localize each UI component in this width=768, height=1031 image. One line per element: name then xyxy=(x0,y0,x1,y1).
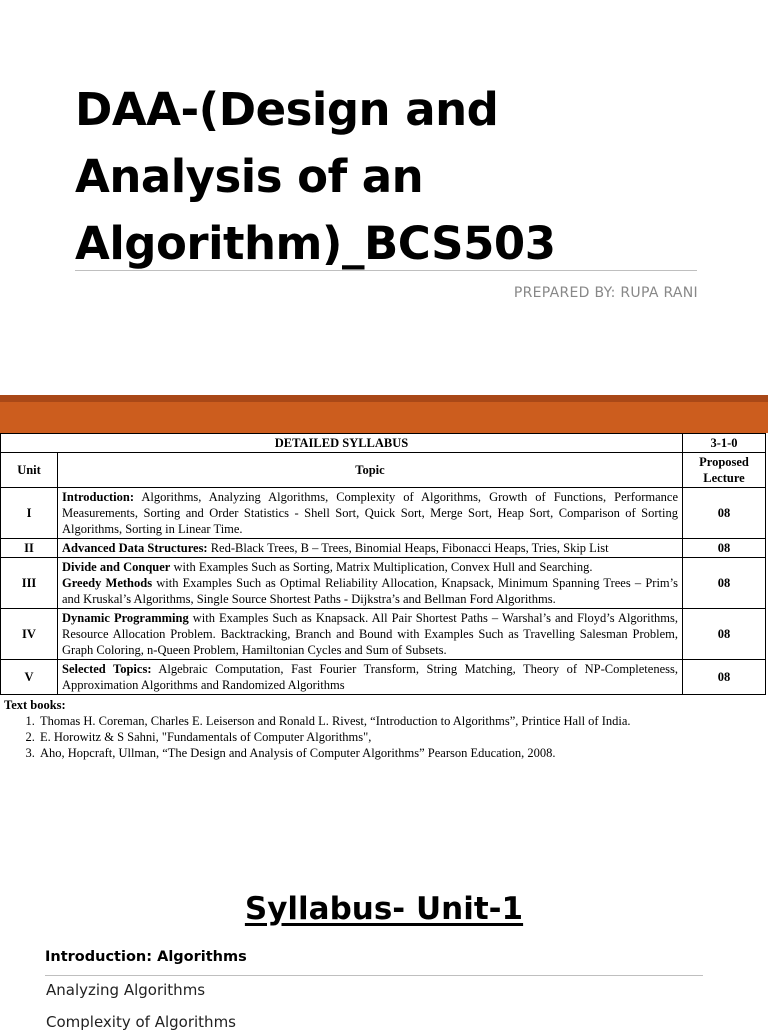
col-lecture xyxy=(683,453,766,488)
list-item-label: Complexity of Algorithms xyxy=(46,1013,236,1031)
slide-title-line: Analysis of an xyxy=(75,150,424,203)
topic-heading: Greedy Methods xyxy=(62,576,153,590)
list-item xyxy=(42,981,205,999)
syllabus-table xyxy=(0,433,766,695)
unit-number: I xyxy=(1,488,58,539)
unit-topic xyxy=(58,660,683,695)
topic-heading: Selected Topics: xyxy=(62,662,152,676)
lecture-count: 08 xyxy=(683,660,766,695)
topic-text: Algorithms, Analyzing Algorithms, Complexity of Algorithms, Growth of Functions, Performance Measurements, Sorting and Order Statistics - Shell Sort, Quick Sort, Merge Sort, Heap Sort, Comparison of Sorting Algorithms, Sorting in Linear Time. xyxy=(62,490,678,536)
list-item: 3. Aho, Hopcraft, Ullman, “The Design and Analysis of Computer Algorithms” Pearson Education, 2008. xyxy=(38,745,764,761)
col-lecture-line: Lecture xyxy=(703,471,745,485)
topic-text: with Examples Such as Optimal Reliability Allocation, Knapsack, Minimum Spanning Trees – Prim’s and Kruskal’s Algorithms, Single Source Shortest Paths - Dijkstra’s and Bellman Ford Algorithms. xyxy=(62,576,678,606)
unit-number: II xyxy=(1,539,58,558)
list-item: 1. Thomas H. Coreman, Charles E. Leiserson and Ronald L. Rivest, “Introduction to Algorithms”, Printice Hall of India. xyxy=(38,713,764,729)
lecture-count: 08 xyxy=(683,539,766,558)
topic-heading: Divide and Conquer xyxy=(62,560,171,574)
accent-band-dark xyxy=(0,395,768,402)
topic-paragraph xyxy=(62,559,678,575)
col-topic: Topic xyxy=(58,453,683,488)
table-row xyxy=(1,660,766,695)
lecture-count: 08 xyxy=(683,488,766,539)
col-lecture-line: Proposed xyxy=(699,455,749,469)
topic-heading: Dynamic Programming xyxy=(62,611,189,625)
table-column-row xyxy=(1,453,766,488)
textbook-list xyxy=(4,713,764,761)
list-item: 2. E. Horowitz & S Sahni, "Fundamentals of Computer Algorithms", xyxy=(38,729,764,745)
slide-title: Syllabus- Unit-1 xyxy=(244,891,524,927)
lecture-count: 08 xyxy=(683,609,766,660)
subtitle-divider xyxy=(45,975,703,976)
lecture-count: 08 xyxy=(683,558,766,609)
unit1-slide xyxy=(0,865,768,1031)
topic-heading: Advanced Data Structures: xyxy=(62,541,208,555)
slide-title xyxy=(75,76,735,277)
table-row xyxy=(1,539,766,558)
topic-text: with Examples Such as Sorting, Matrix Multiplication, Convex Hull and Searching. xyxy=(170,560,593,574)
table-row xyxy=(1,488,766,539)
unit-topic xyxy=(58,609,683,660)
table-row xyxy=(1,558,766,609)
list-item-label: Analyzing Algorithms xyxy=(46,981,206,999)
topic-paragraph xyxy=(62,575,678,607)
slide-title-line: Algorithm)_BCS503 xyxy=(75,217,556,270)
slide-subtitle: Introduction: Algorithms xyxy=(45,949,247,965)
title-divider xyxy=(75,270,697,271)
topic-text: Red-Black Trees, B – Trees, Binomial Heaps, Fibonacci Heaps, Tries, Skip List xyxy=(207,541,609,555)
unit-number: IV xyxy=(1,609,58,660)
table-row xyxy=(1,609,766,660)
accent-band xyxy=(0,402,768,433)
ltp-heading: 3-1-0 xyxy=(683,434,766,453)
unit-number: III xyxy=(1,558,58,609)
unit-topic xyxy=(58,558,683,609)
table-header-row xyxy=(1,434,766,453)
unit-topic xyxy=(58,488,683,539)
textbooks-heading: Text books: xyxy=(4,698,66,712)
syllabus-heading: DETAILED SYLLABUS xyxy=(1,434,683,453)
topic-text: Algebraic Computation, Fast Fourier Transform, String Matching, Theory of NP-Completeness, Approximation Algorithms and Randomized Algorithms xyxy=(62,662,678,692)
syllabus-slide xyxy=(0,433,768,865)
unit-number: V xyxy=(1,660,58,695)
slide-title-line: DAA-(Design and xyxy=(75,83,499,136)
unit-topic xyxy=(58,539,683,558)
topic-text: with Examples Such as Knapsack. All Pair Shortest Paths – Warshal’s and Floyd’s Algorithms, Resource Allocation Problem. Backtracking, Branch and Bound with Examples Such as Travelling Salesman Problem, Graph Coloring, n-Queen Problem, Hamiltonian Cycles and Sum of Subsets. xyxy=(62,611,679,657)
topic-heading: Introduction: xyxy=(62,490,135,504)
col-unit: Unit xyxy=(1,453,58,488)
textbooks-section xyxy=(0,695,768,761)
list-item xyxy=(42,1013,236,1031)
author-line: PREPARED BY: RUPA RANI xyxy=(513,285,698,301)
title-slide xyxy=(0,0,768,395)
